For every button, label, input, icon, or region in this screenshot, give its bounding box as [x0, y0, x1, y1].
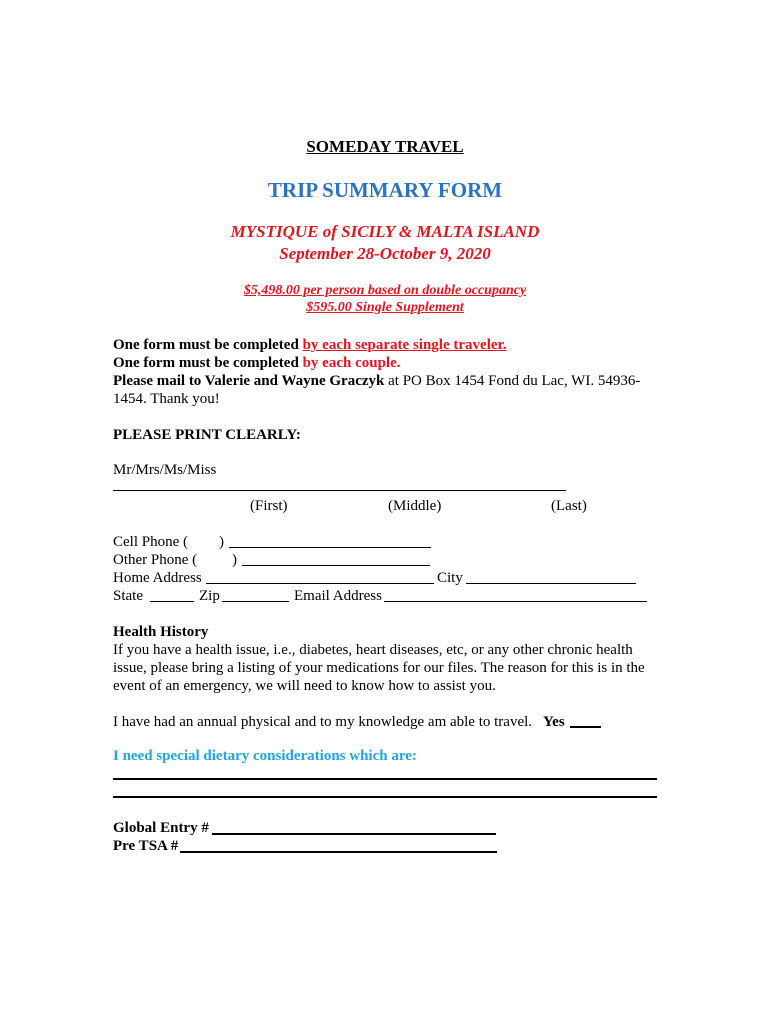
global-entry-field[interactable] — [212, 833, 496, 835]
cell-phone-paren: ) — [219, 534, 224, 550]
city-label: City — [437, 570, 463, 586]
name-field-line[interactable] — [113, 490, 566, 491]
other-phone-label: Other Phone ( — [113, 552, 198, 568]
company-name: SOMEDAY TRAVEL — [306, 137, 464, 156]
pre-tsa-label: Pre TSA # — [113, 838, 179, 854]
instruction-line-mail: Please mail to Valerie and Wayne Graczyk at PO Box 1454 Fond du Lac, WI. 54936- — [113, 373, 641, 389]
print-clearly-label: PLEASE PRINT CLEARLY: — [113, 427, 301, 443]
salutation-label: Mr/Mrs/Ms/Miss — [113, 462, 217, 478]
dietary-label: I need special dietary considerations which are: — [113, 748, 417, 764]
trip-dates: September 28-October 9, 2020 — [279, 244, 491, 263]
other-phone-field[interactable] — [242, 565, 430, 566]
name-first-label: (First) — [250, 498, 288, 514]
price-single: $595.00 Single Supplement — [306, 300, 464, 315]
email-field[interactable] — [384, 601, 647, 602]
yes-label: Yes — [543, 714, 565, 730]
dietary-field-line-1[interactable] — [113, 778, 657, 780]
health-text-line-2: issue, please bring a listing of your medications for our files. The reason for this is in the — [113, 660, 645, 676]
city-field[interactable] — [466, 583, 636, 584]
instruction-line-couple: One form must be completed by each couple. — [113, 355, 401, 371]
instruction-line-single: One form must be completed by each separate single traveler. — [113, 337, 507, 353]
name-middle-label: (Middle) — [388, 498, 442, 514]
name-last-label: (Last) — [551, 498, 587, 514]
yes-field[interactable] — [570, 726, 601, 728]
zip-label: Zip — [199, 588, 220, 604]
dietary-field-line-2[interactable] — [113, 796, 657, 798]
email-label: Email Address — [294, 588, 382, 604]
health-text-line-1: If you have a health issue, i.e., diabetes, heart diseases, etc, or any other chronic health — [113, 642, 633, 658]
price-double: $5,498.00 per person based on double occupancy — [243, 283, 527, 298]
trip-name: MYSTIQUE of SICILY & MALTA ISLAND — [230, 222, 540, 241]
cell-phone-field[interactable] — [229, 547, 431, 548]
cell-phone-label: Cell Phone ( — [113, 534, 188, 550]
health-text-line-3: event of an emergency, we will need to know how to assist you. — [113, 678, 496, 694]
instruction-line-thanks: 1454. Thank you! — [113, 391, 220, 407]
home-address-field[interactable] — [206, 583, 434, 584]
form-title: TRIP SUMMARY FORM — [267, 178, 503, 202]
home-address-label: Home Address — [113, 570, 202, 586]
zip-field[interactable] — [222, 601, 289, 602]
physical-statement: I have had an annual physical and to my knowledge am able to travel. — [113, 714, 533, 730]
emphasis-couple: by each couple. — [302, 355, 401, 371]
health-history-heading: Health History — [113, 624, 209, 640]
other-phone-paren: ) — [232, 552, 237, 568]
state-field[interactable] — [150, 601, 194, 602]
state-label: State — [113, 588, 143, 604]
pre-tsa-field[interactable] — [180, 851, 497, 853]
global-entry-label: Global Entry # — [113, 820, 209, 836]
emphasis-single-traveler: by each separate single traveler. — [302, 337, 507, 353]
